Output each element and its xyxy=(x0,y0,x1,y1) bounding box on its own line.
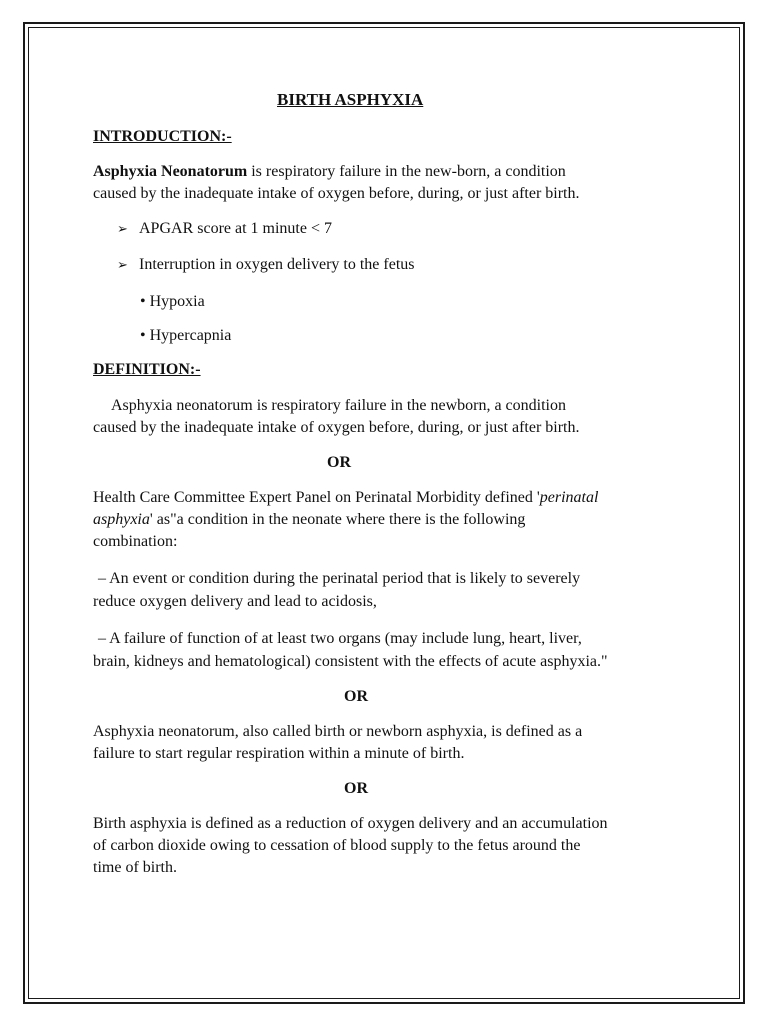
or-separator: OR xyxy=(344,780,368,797)
page-title: BIRTH ASPHYXIA xyxy=(277,90,424,109)
intro-arrow-item xyxy=(117,253,414,277)
definition-heading: DEFINITION:- xyxy=(93,361,201,378)
intro-bullet-item: • Hypoxia xyxy=(140,293,205,310)
def-paragraph-4-line-1: Birth asphyxia is defined as a reduction of oxygen delivery and an accumulation xyxy=(93,815,608,832)
def-paragraph-3-line-1: Asphyxia neonatorum, also called birth or newborn asphyxia, is defined as a xyxy=(93,723,583,740)
arrow-bullet-icon: ➢ xyxy=(117,258,128,273)
or-separator: OR xyxy=(327,454,351,471)
arrow-bullet-icon: ➢ xyxy=(117,222,128,237)
italic-term: asphyxia xyxy=(93,511,150,528)
def-paragraph-2-line-3: combination: xyxy=(93,533,178,550)
or-separator: OR xyxy=(344,688,368,705)
def-paragraph-2-line-2 xyxy=(93,508,525,531)
def-dash-item-1-line-2: reduce oxygen delivery and lead to acidosis, xyxy=(93,593,377,610)
arrow-item-text: APGAR score at 1 minute < 7 xyxy=(139,220,332,237)
intro-paragraph-line-2: caused by the inadequate intake of oxygen before, during, or just after birth. xyxy=(93,185,580,202)
def-paragraph-4-line-3: time of birth. xyxy=(93,859,177,876)
def-paragraph-3-line-2: failure to start regular respiration within a minute of birth. xyxy=(93,745,465,762)
def-paragraph-1-line-2: caused by the inadequate intake of oxygen before, during, or just after birth. xyxy=(93,419,580,436)
def-para2-start: Health Care Committee Expert Panel on Perinatal Morbidity defined ' xyxy=(93,489,540,506)
def-para2-rest: ' as"a condition in the neonate where there is the following xyxy=(149,511,526,528)
intro-bullet-item: • Hypercapnia xyxy=(140,327,232,344)
def-dash-item-2-line-1: – A failure of function of at least two organs (may include lung, heart, liver, xyxy=(98,630,582,647)
italic-term: perinatal xyxy=(539,489,599,506)
def-paragraph-2-line-1 xyxy=(93,486,598,509)
arrow-item-text: Interruption in oxygen delivery to the fetus xyxy=(139,256,415,273)
def-paragraph-1-line-1: Asphyxia neonatorum is respiratory failure in the newborn, a condition xyxy=(111,397,566,414)
intro-arrow-item xyxy=(117,217,332,241)
introduction-heading: INTRODUCTION:- xyxy=(93,128,232,145)
intro-line1-rest: is respiratory failure in the new-born, a condition xyxy=(247,163,566,180)
intro-paragraph-line-1 xyxy=(93,160,566,183)
def-dash-item-1-line-1: – An event or condition during the perinatal period that is likely to severely xyxy=(98,570,581,587)
intro-term: Asphyxia Neonatorum xyxy=(93,163,248,180)
def-dash-item-2-line-2: brain, kidneys and hematological) consistent with the effects of acute asphyxia." xyxy=(93,653,608,670)
def-paragraph-4-line-2: of carbon dioxide owing to cessation of blood supply to the fetus around the xyxy=(93,837,581,854)
